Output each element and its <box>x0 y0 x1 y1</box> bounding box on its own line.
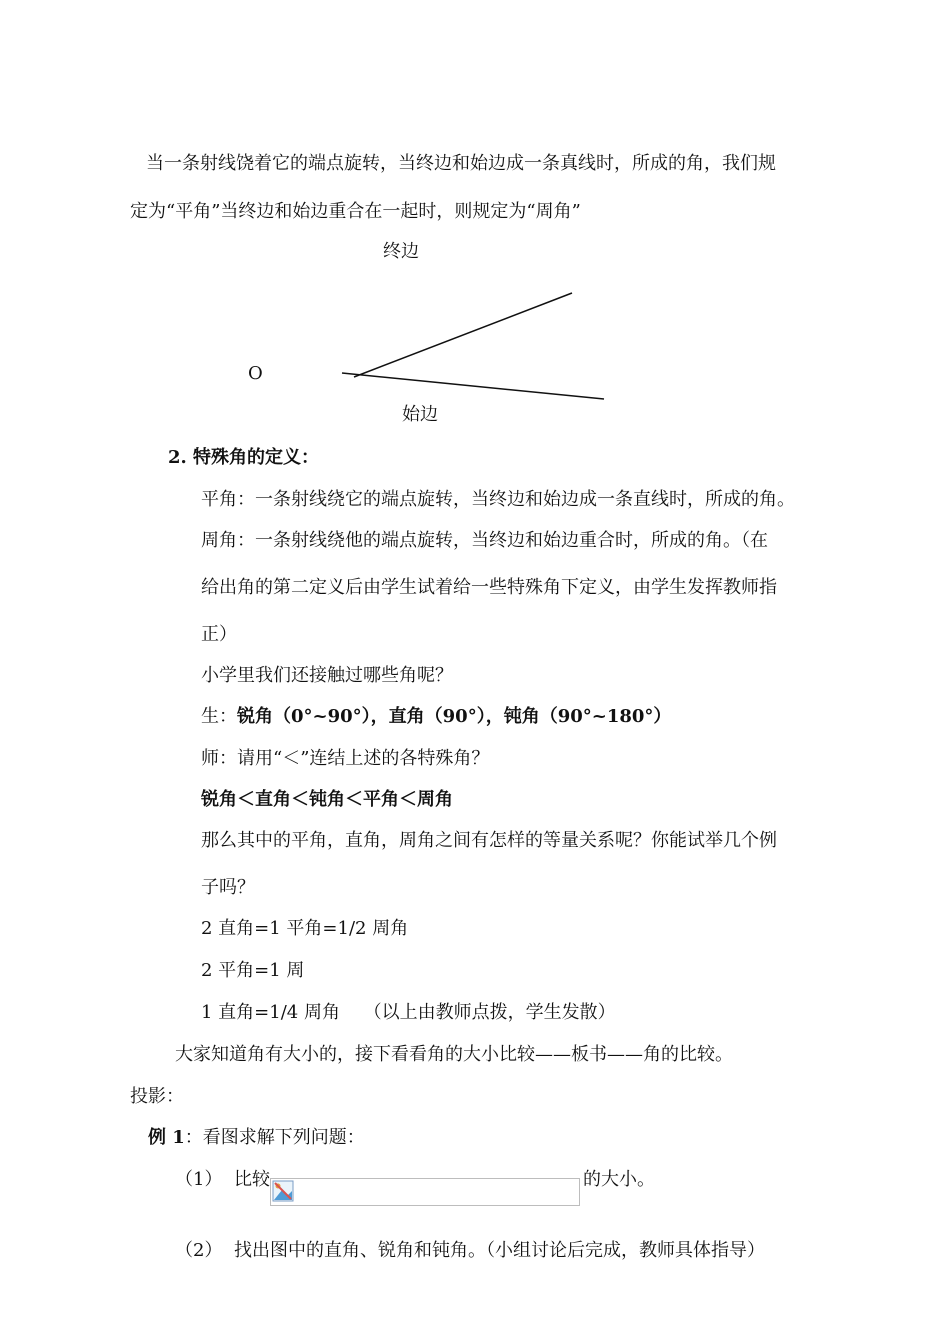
transition-text: 大家知道角有大小的，接下看看角的大小比较——板书——角的比较。 <box>175 1044 733 1065</box>
initial-side-ray <box>342 373 604 399</box>
student-answer: 锐角（0°~90°），直角（90°），钝角（90°~180°） <box>237 706 672 727</box>
round-angle-definition-1: 周角：一条射线绕他的端点旋转，当终边和始边重合时，所成的角。（在 <box>201 530 768 551</box>
question-1: 小学里我们还接触过哪些角呢？ <box>201 665 453 686</box>
terminal-side-label: 终边 <box>383 241 419 262</box>
question-2-line-2: 子吗？ <box>201 877 255 898</box>
straight-angle-definition: 平角：一条射线绕它的端点旋转，当终边和始边成一条直线时，所成的角。 <box>201 489 795 510</box>
item-1-prefix: 比较 <box>234 1169 270 1190</box>
round-angle-definition-2: 给出角的第二定义后由学生试着给一些特殊角下定义，由学生发挥教师指 <box>201 577 777 598</box>
section-2-heading: 2. 特殊角的定义： <box>168 447 320 468</box>
broken-image-icon <box>271 1179 295 1203</box>
equation-2: 2 平角=1 周 <box>201 960 305 981</box>
teacher-question: 师：请用“＜”连结上述的各特殊角？ <box>201 748 490 769</box>
student-answer-line <box>201 705 671 729</box>
initial-side-label: 始边 <box>402 404 438 425</box>
intro-line-1: 当一条射线饶着它的端点旋转，当终边和始边成一条真线时，所成的角，我们规 <box>146 153 776 174</box>
item-1-number: （1） <box>175 1169 223 1190</box>
projection-label: 投影： <box>130 1086 184 1107</box>
item-2-number: （2） <box>175 1240 223 1261</box>
equation-1: 2 直角=1 平角=1/2 周角 <box>201 918 409 939</box>
round-angle-definition-3: 正） <box>201 624 237 645</box>
student-prefix: 生： <box>201 706 237 727</box>
question-2-line-1: 那么其中的平角，直角，周角之间有怎样的等量关系呢？你能试举几个例 <box>201 830 777 851</box>
missing-image-placeholder <box>270 1178 580 1206</box>
example-1-label: 例 1 <box>148 1127 185 1148</box>
example-1-text: ：看图求解下列问题： <box>184 1127 365 1148</box>
equation-3: 1 直角=1/4 周角 （以上由教师点拨，学生发散） <box>201 1002 616 1023</box>
angle-order: 锐角＜直角＜钝角＜平角＜周角 <box>201 789 453 810</box>
vertex-label: O <box>248 363 263 384</box>
item-1-suffix: 的大小。 <box>583 1169 655 1190</box>
example-1-line <box>148 1126 365 1150</box>
item-2-text: 找出图中的直角、锐角和钝角。（小组讨论后完成，教师具体指导） <box>234 1240 765 1261</box>
intro-line-2: 定为“平角”当终边和始边重合在一起时，则规定为“周角” <box>130 201 581 222</box>
terminal-side-ray <box>354 293 572 377</box>
